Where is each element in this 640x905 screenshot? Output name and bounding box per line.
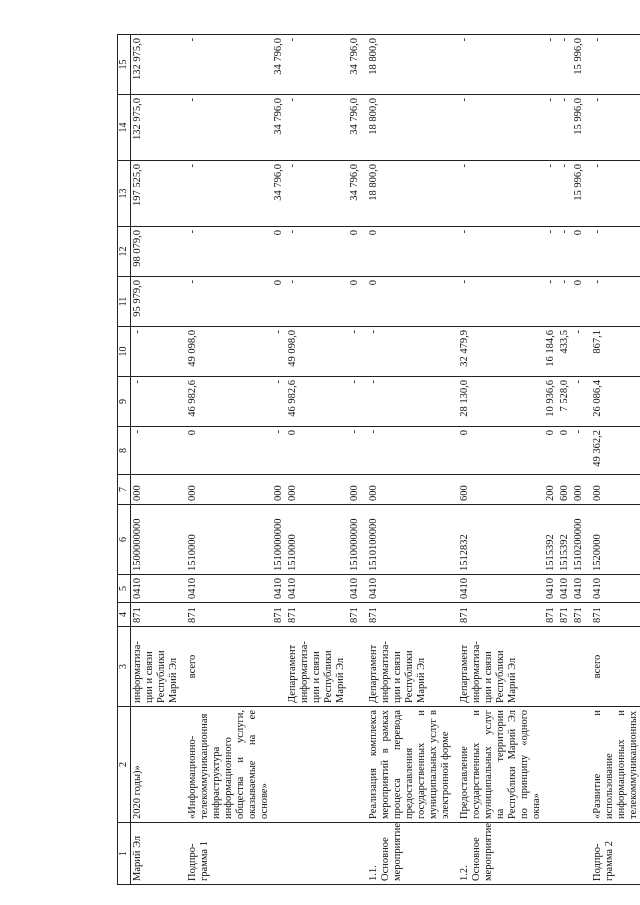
column-header-5: 5 — [118, 575, 131, 603]
table-cell: 34 796,0 — [272, 35, 286, 95]
table-cell — [286, 823, 348, 885]
table-cell: 0410 — [558, 575, 572, 603]
table-cell: 34 796,0 — [272, 161, 286, 227]
table-row — [272, 35, 286, 885]
table-cell: Подпро-грамма 2 — [586, 823, 640, 885]
table-cell — [348, 627, 362, 707]
table-cell: всего — [586, 627, 640, 707]
table-cell — [558, 707, 572, 823]
table-cell: 000 — [272, 475, 286, 505]
table-cell: Подпро-грамма 1 — [181, 823, 272, 885]
table-cell: 16 184,6 — [544, 327, 558, 377]
table-cell — [558, 823, 572, 885]
column-header-4: 4 — [118, 603, 131, 627]
column-header-1: 1 — [118, 823, 131, 885]
table-cell: 871 — [348, 603, 362, 627]
table-cell: 26 086,4 — [586, 377, 640, 427]
table-cell — [272, 823, 286, 885]
table-cell: 0410 — [131, 575, 182, 603]
table-cell: - — [544, 161, 558, 227]
table-cell: 0410 — [348, 575, 362, 603]
table-cell: 600 — [558, 475, 572, 505]
table-cell: - — [586, 277, 640, 327]
table-cell: - — [544, 95, 558, 161]
table-cell: 10 936,6 — [544, 377, 558, 427]
table-cell: 1510200000 — [572, 505, 586, 575]
table-cell: - — [586, 35, 640, 95]
column-header-3: 3 — [118, 627, 131, 707]
table-cell: - — [362, 427, 453, 475]
table-cell: - — [544, 35, 558, 95]
table-cell: 1510000000 — [348, 505, 362, 575]
table-cell: 000 — [572, 475, 586, 505]
table-cell: 49 362,2 — [586, 427, 640, 475]
table-row — [572, 35, 586, 885]
table-cell: 32 479,9 — [453, 327, 544, 377]
table-row — [558, 35, 572, 885]
table-cell — [544, 823, 558, 885]
table-row — [348, 35, 362, 885]
table-cell — [348, 707, 362, 823]
table-cell: - — [558, 95, 572, 161]
table-cell: 0410 — [286, 575, 348, 603]
table-cell: 871 — [272, 603, 286, 627]
table-cell: - — [272, 427, 286, 475]
table-row — [586, 35, 640, 885]
table-cell: - — [453, 227, 544, 277]
table-cell: 46 982,6 — [181, 377, 272, 427]
table-cell: 1510100000 — [362, 505, 453, 575]
table-cell: 1520000 — [586, 505, 640, 575]
column-header-9: 9 — [118, 377, 131, 427]
table-cell: - — [286, 277, 348, 327]
table-cell: 0 — [572, 227, 586, 277]
table-cell: 0 — [558, 427, 572, 475]
column-header-15: 15 — [118, 35, 131, 95]
table-cell: 0 — [362, 277, 453, 327]
table-cell: 49 098,0 — [181, 327, 272, 377]
table-cell: - — [558, 277, 572, 327]
table-cell: 1512832 — [453, 505, 544, 575]
table-cell: - — [586, 227, 640, 277]
table-cell — [544, 707, 558, 823]
table-cell: - — [453, 161, 544, 227]
table-cell: - — [544, 277, 558, 327]
table-cell: - — [286, 227, 348, 277]
table-cell: - — [586, 95, 640, 161]
table-cell: 1.2. Основное мероприятие — [453, 823, 544, 885]
table-cell: 1515392 — [544, 505, 558, 575]
table-cell: - — [181, 227, 272, 277]
table-cell: всего — [181, 627, 272, 707]
table-cell: Марий Эл — [131, 823, 182, 885]
table-cell: 0 — [286, 427, 348, 475]
table-cell: «Развитие и использование информационных и телекоммуникационных — [586, 707, 640, 823]
column-header-2: 2 — [118, 707, 131, 823]
table-row — [544, 35, 558, 885]
table-cell: 871 — [453, 603, 544, 627]
table-body — [131, 35, 640, 885]
table-cell: Реализация комплекса мероприятий в рамках процесса перевода предоставления государственных и муниципальных услуг в электронной форме — [362, 707, 453, 823]
table-cell: - — [572, 377, 586, 427]
table-cell: 871 — [572, 603, 586, 627]
table-cell: 7 528,0 — [558, 377, 572, 427]
table-cell: 132 975,0 — [131, 95, 182, 161]
table-cell: 15 996,0 — [572, 161, 586, 227]
table-cell: - — [131, 377, 182, 427]
table-cell: 000 — [348, 475, 362, 505]
column-header-8: 8 — [118, 427, 131, 475]
table-cell: - — [286, 35, 348, 95]
column-header-6: 6 — [118, 505, 131, 575]
table-cell: 98 079,0 — [131, 227, 182, 277]
table-cell: - — [348, 327, 362, 377]
table-cell: 18 800,0 — [362, 35, 453, 95]
table-cell: 871 — [586, 603, 640, 627]
table-cell: Департамент информатиза-ции и связи Республики Марий Эл — [453, 627, 544, 707]
table-cell: 0410 — [181, 575, 272, 603]
table-cell: - — [131, 427, 182, 475]
table-cell: 867,1 — [586, 327, 640, 377]
column-header-13: 13 — [118, 161, 131, 227]
table-cell: - — [286, 161, 348, 227]
table-cell: 0 — [572, 277, 586, 327]
table-cell: 1510000 — [181, 505, 272, 575]
table-cell: 28 130,0 — [453, 377, 544, 427]
table-cell: - — [362, 377, 453, 427]
table-cell: 871 — [544, 603, 558, 627]
table-cell: 46 982,6 — [286, 377, 348, 427]
table-cell: 2020 годы)» — [131, 707, 182, 823]
table-cell — [572, 627, 586, 707]
table-row — [286, 35, 348, 885]
table-cell: 000 — [586, 475, 640, 505]
table-cell: 18 800,0 — [362, 161, 453, 227]
table-cell: 0410 — [362, 575, 453, 603]
table-cell — [286, 707, 348, 823]
table-cell: - — [558, 35, 572, 95]
table-cell: - — [362, 327, 453, 377]
table-cell: 871 — [286, 603, 348, 627]
table-cell: 0 — [348, 227, 362, 277]
table-cell — [272, 707, 286, 823]
table-cell: - — [181, 277, 272, 327]
table-cell: 1510000 — [286, 505, 348, 575]
table-cell: - — [272, 327, 286, 377]
table-cell: 000 — [131, 475, 182, 505]
table-cell: Департамент информатиза-ции и связи Республики Марий Эл — [362, 627, 453, 707]
table-cell: - — [453, 35, 544, 95]
table-cell: 95 979,0 — [131, 277, 182, 327]
table-cell: 0 — [181, 427, 272, 475]
table-cell: - — [572, 427, 586, 475]
table-cell: - — [272, 377, 286, 427]
header-row — [118, 35, 131, 885]
table-row — [131, 35, 182, 885]
table-cell: 871 — [181, 603, 272, 627]
column-header-10: 10 — [118, 327, 131, 377]
table-cell: - — [286, 95, 348, 161]
table-cell: - — [586, 161, 640, 227]
table-row — [181, 35, 272, 885]
rotated-table-wrapper — [117, 35, 639, 885]
table-cell: 34 796,0 — [348, 35, 362, 95]
table-cell: - — [558, 227, 572, 277]
table-cell: 0 — [348, 277, 362, 327]
table-cell: 871 — [558, 603, 572, 627]
budget-table — [117, 34, 640, 885]
table-row — [362, 35, 453, 885]
table-cell: 15 996,0 — [572, 35, 586, 95]
table-cell: - — [181, 161, 272, 227]
table-cell: 0 — [453, 427, 544, 475]
table-cell: 197 525,0 — [131, 161, 182, 227]
table-cell: - — [181, 35, 272, 95]
table-cell: 000 — [181, 475, 272, 505]
table-cell: 0 — [272, 277, 286, 327]
table-cell — [544, 627, 558, 707]
table-cell: - — [131, 327, 182, 377]
table-cell: Департамент информатиза-ции и связи Республики Марий Эл — [286, 627, 348, 707]
table-cell: - — [348, 427, 362, 475]
table-cell: 34 796,0 — [348, 95, 362, 161]
table-cell — [558, 627, 572, 707]
table-cell: 433,5 — [558, 327, 572, 377]
table-cell: 0410 — [544, 575, 558, 603]
table-cell: - — [181, 95, 272, 161]
table-cell: «Информационно-телекоммуникационная инфраструктура информационного общества и услуги, оказываемые на ее основе» — [181, 707, 272, 823]
table-cell: 0410 — [586, 575, 640, 603]
table-cell: 49 098,0 — [286, 327, 348, 377]
table-cell: - — [572, 327, 586, 377]
table-cell — [348, 823, 362, 885]
table-cell: - — [558, 161, 572, 227]
table-cell: 18 800,0 — [362, 95, 453, 161]
table-cell: - — [453, 95, 544, 161]
table-cell: 34 796,0 — [348, 161, 362, 227]
table-cell: - — [544, 227, 558, 277]
table-cell: 0 — [544, 427, 558, 475]
table-cell: 0410 — [453, 575, 544, 603]
table-cell — [572, 707, 586, 823]
table-row — [453, 35, 544, 885]
column-header-7: 7 — [118, 475, 131, 505]
table-cell: - — [453, 277, 544, 327]
table-cell: 000 — [286, 475, 348, 505]
column-header-11: 11 — [118, 277, 131, 327]
column-header-12: 12 — [118, 227, 131, 277]
table-cell: 1510000000 — [272, 505, 286, 575]
table-cell: 34 796,0 — [272, 95, 286, 161]
table-cell — [272, 627, 286, 707]
table-cell: - — [348, 377, 362, 427]
table-cell: 132 975,0 — [131, 35, 182, 95]
table-cell: 871 — [131, 603, 182, 627]
table-cell: 0410 — [572, 575, 586, 603]
table-cell: 0 — [272, 227, 286, 277]
table-cell: 000 — [362, 475, 453, 505]
column-header-14: 14 — [118, 95, 131, 161]
table-cell: 15 996,0 — [572, 95, 586, 161]
table-cell: информатиза-ции и связи Республики Марий Эл — [131, 627, 182, 707]
table-cell — [572, 823, 586, 885]
table-cell: 871 — [362, 603, 453, 627]
table-cell: 1500000000 — [131, 505, 182, 575]
table-cell: Предоставление государственных и муниципальных услуг на территории Республики Марий Эл по принципу «одного окна» — [453, 707, 544, 823]
table-cell: 1.1. Основное мероприятие — [362, 823, 453, 885]
table-cell: 200 — [544, 475, 558, 505]
table-cell: 0410 — [272, 575, 286, 603]
table-cell: 0 — [362, 227, 453, 277]
table-cell: 1515392 — [558, 505, 572, 575]
table-cell: 600 — [453, 475, 544, 505]
